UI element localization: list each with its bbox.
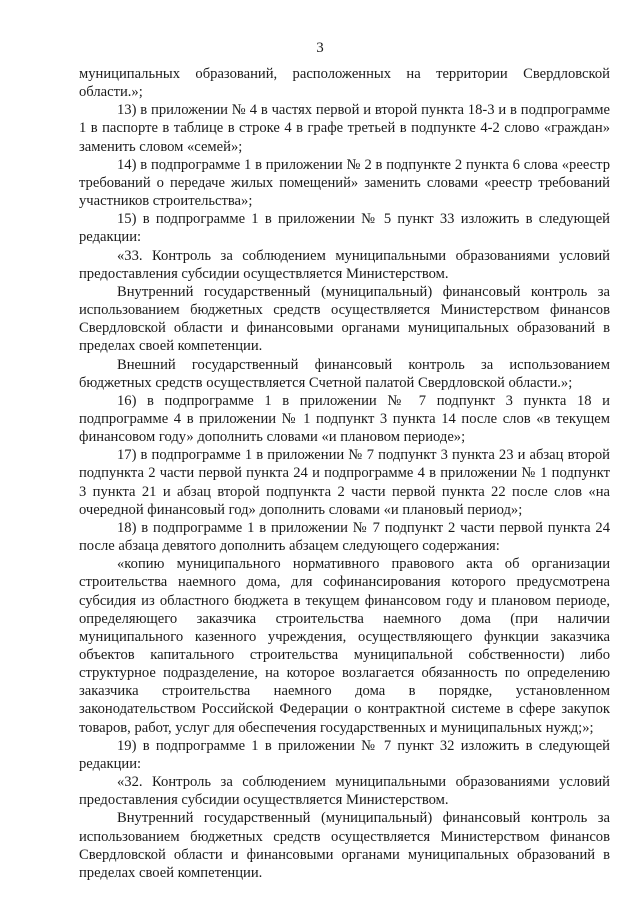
paragraph-item-14: 14) в подпрограмме 1 в приложении № 2 в подпункте 2 пункта 6 слова «реестр требований о передаче жилых помещений» заменить словами «реестр требований участников строительства»;: [79, 156, 610, 210]
document-body: [79, 65, 610, 882]
paragraph-item-16: 16) в подпрограмме 1 в приложении № 7 подпункт 3 пункта 18 и подпрограмме 4 в приложении № 1 подпункт 3 пункта 14 после слов «в текущем финансовом году» дополнить словами «и плановом периоде»;: [79, 392, 610, 446]
paragraph-quote-copy-act: «копию муниципального нормативного правового акта об организации строительства наемного дома, для софинансирования которого предусмотрена субсидия из областного бюджета в текущем финансовом году и плановом периоде, определяющего заказчика строительства наемного дома (при наличии муниципального казенного учреждения, осуществляющего функции заказчика объектов капитального строительства муниципальной собственности) либо структурное подразделение, на которое возлагается обязанность по определению заказчика строительства наемного дома в порядке, установленном законодательством Российской Федерации о контрактной системе в сфере закупок товаров, работ, услуг для обеспечения государственных и муниципальных нужд;»;: [79, 556, 610, 736]
paragraph-quote-33-3: Внешний государственный финансовый контроль за использованием бюджетных средств осуществляется Счетной палатой Свердловской области.»;: [79, 356, 610, 391]
paragraph-item-15: 15) в подпрограмме 1 в приложении № 5 пункт 33 изложить в следующей редакции:: [79, 211, 610, 246]
paragraph-quote-32-1: «32. Контроль за соблюдением муниципальными образованиями условий предоставления субсидии осуществляется Министерством.: [79, 774, 610, 809]
paragraph-item-17: 17) в подпрограмме 1 в приложении № 7 подпункт 3 пункта 23 и абзац второй подпункта 2 части первой пункта 24 и подпрограмме 4 в приложении № 1 подпункт 3 пункта 21 и абзац второй подпункта 2 части первой пункта 22 после слов «на очередной финансовый год» дополнить словами «и плановый период»;: [79, 447, 610, 518]
paragraph-item-18: 18) в подпрограмме 1 в приложении № 7 подпункт 2 части первой пункта 24 после абзаца девятого дополнить абзацем следующего содержания:: [79, 519, 610, 555]
paragraph-quote-33-2: Внутренний государственный (муниципальный) финансовый контроль за использованием бюджетных средств осуществляется Министерством финансов Свердловской области и финансовыми органами муниципальных образований в пределах своей компетенции.: [79, 283, 610, 355]
page-number: 3: [316, 40, 324, 56]
paragraph-item-19: 19) в подпрограмме 1 в приложении № 7 пункт 32 изложить в следующей редакции:: [79, 737, 610, 772]
paragraph-continuation: муниципальных образований, расположенных на территории Свердловской области.»;: [79, 66, 610, 101]
paragraph-quote-33-1: «33. Контроль за соблюдением муниципальными образованиями условий предоставления субсидии осуществляется Министерством.: [79, 247, 610, 282]
paragraph-quote-32-2: Внутренний государственный (муниципальный) финансовый контроль за использованием бюджетных средств осуществляется Министерством финансов Свердловской области и финансовыми органами муниципальных образований в пределах своей компетенции.: [79, 810, 610, 881]
paragraph-item-13: 13) в приложении № 4 в частях первой и второй пункта 18-3 и в подпрограмме 1 в паспорте в таблице в строке 4 в графе третьей в подпункте 4-2 слово «граждан» заменить словом «семей»;: [79, 102, 610, 155]
